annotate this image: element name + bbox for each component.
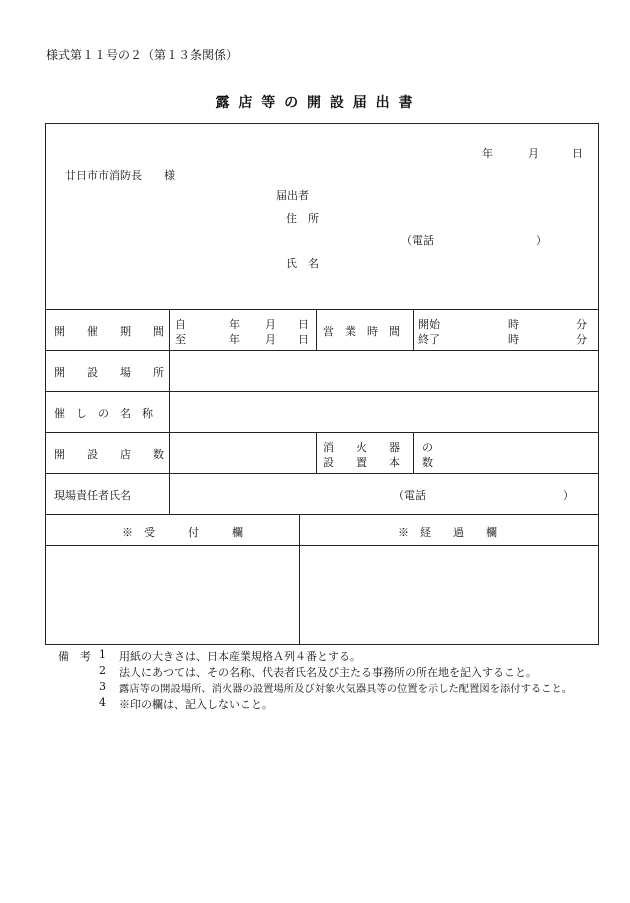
divider bbox=[46, 432, 598, 433]
hours-end-minute: 分 bbox=[576, 333, 587, 346]
divider bbox=[46, 309, 598, 310]
note-4-number: 4 bbox=[99, 696, 106, 709]
progress-area bbox=[302, 548, 596, 643]
manager-phone-open: （電話 bbox=[393, 489, 426, 502]
progress-header: ※ 経 過 欄 bbox=[398, 526, 497, 539]
hours-start-minute: 分 bbox=[576, 318, 587, 331]
date-month: 月 bbox=[528, 147, 539, 160]
manager-phone-close: ） bbox=[563, 489, 574, 502]
hours-end-hour: 時 bbox=[508, 333, 519, 346]
phone-close: ） bbox=[536, 234, 547, 247]
period-from-month: 月 bbox=[265, 318, 276, 331]
label-column-divider bbox=[169, 309, 170, 514]
period-from-year: 年 bbox=[229, 318, 240, 331]
divider bbox=[46, 514, 598, 515]
phone-open: （電話 bbox=[401, 234, 434, 247]
reception-header: ※ 受 付 欄 bbox=[122, 526, 243, 539]
divider bbox=[46, 350, 598, 351]
store-count-field[interactable] bbox=[172, 435, 313, 470]
addressee: 廿日市市消防長 様 bbox=[65, 169, 175, 182]
note-2-text: 法人にあつては、その名称、代表者氏名及び主たる事務所の所在地を記入すること。 bbox=[119, 666, 537, 679]
document-title: 露 店 等 の 開 設 届 出 書 bbox=[215, 95, 415, 111]
event-name-field[interactable] bbox=[172, 394, 596, 429]
address-label: 住 所 bbox=[286, 212, 319, 225]
store-count-label: 開 設 店 数 bbox=[54, 448, 164, 461]
period-to-day: 日 bbox=[298, 333, 309, 346]
divider bbox=[46, 391, 598, 392]
extinguisher-count-field[interactable] bbox=[416, 435, 596, 470]
divider bbox=[316, 309, 317, 350]
manager-name-label: 現場責任者氏名 bbox=[54, 489, 131, 502]
notes-label: 備 考 bbox=[58, 650, 91, 663]
extinguisher-label-line1: 消 火 器 の bbox=[323, 441, 433, 454]
divider bbox=[46, 473, 598, 474]
period-from: 自 bbox=[175, 318, 186, 331]
hours-start-hour: 時 bbox=[508, 318, 519, 331]
date-year: 年 bbox=[482, 147, 493, 160]
note-1-number: 1 bbox=[99, 648, 106, 661]
extinguisher-label-line2: 設 置 本 数 bbox=[323, 456, 433, 469]
business-hours-label: 営 業 時 間 bbox=[323, 325, 400, 338]
note-3-text: 露店等の開設場所、消火器の設置場所及び対象火気器具等の位置を示した配置図を添付すること。 bbox=[119, 683, 573, 695]
name-field[interactable] bbox=[346, 251, 586, 269]
reception-area bbox=[48, 548, 296, 643]
divider bbox=[413, 309, 414, 350]
phone-field[interactable] bbox=[436, 228, 532, 246]
location-label: 開 設 場 所 bbox=[54, 366, 164, 379]
divider bbox=[299, 514, 300, 645]
period-label: 開 催 期 間 bbox=[54, 325, 164, 338]
event-name-label: 催 し の 名 称 bbox=[54, 407, 153, 420]
period-to-year: 年 bbox=[229, 333, 240, 346]
form-frame bbox=[45, 123, 599, 645]
note-2-number: 2 bbox=[99, 664, 106, 677]
location-field[interactable] bbox=[172, 353, 596, 388]
divider bbox=[46, 545, 598, 546]
note-4-text: ※印の欄は、記入しないこと。 bbox=[119, 698, 273, 711]
period-to: 至 bbox=[175, 333, 186, 346]
period-to-month: 月 bbox=[265, 333, 276, 346]
name-label: 氏 名 bbox=[286, 257, 319, 270]
form-number: 様式第１１号の２（第１３条関係） bbox=[46, 48, 239, 62]
period-from-day: 日 bbox=[298, 318, 309, 331]
manager-name-field[interactable] bbox=[172, 476, 382, 511]
note-1-text: 用紙の大きさは、日本産業規格Ａ列４番とする。 bbox=[119, 650, 361, 663]
applicant-label: 届出者 bbox=[276, 189, 309, 202]
address-field[interactable] bbox=[346, 206, 586, 224]
divider bbox=[316, 432, 317, 473]
note-3-number: 3 bbox=[99, 680, 106, 693]
hours-end: 終了 bbox=[418, 333, 440, 346]
hours-start: 開始 bbox=[418, 318, 440, 331]
date-day: 日 bbox=[572, 147, 583, 160]
